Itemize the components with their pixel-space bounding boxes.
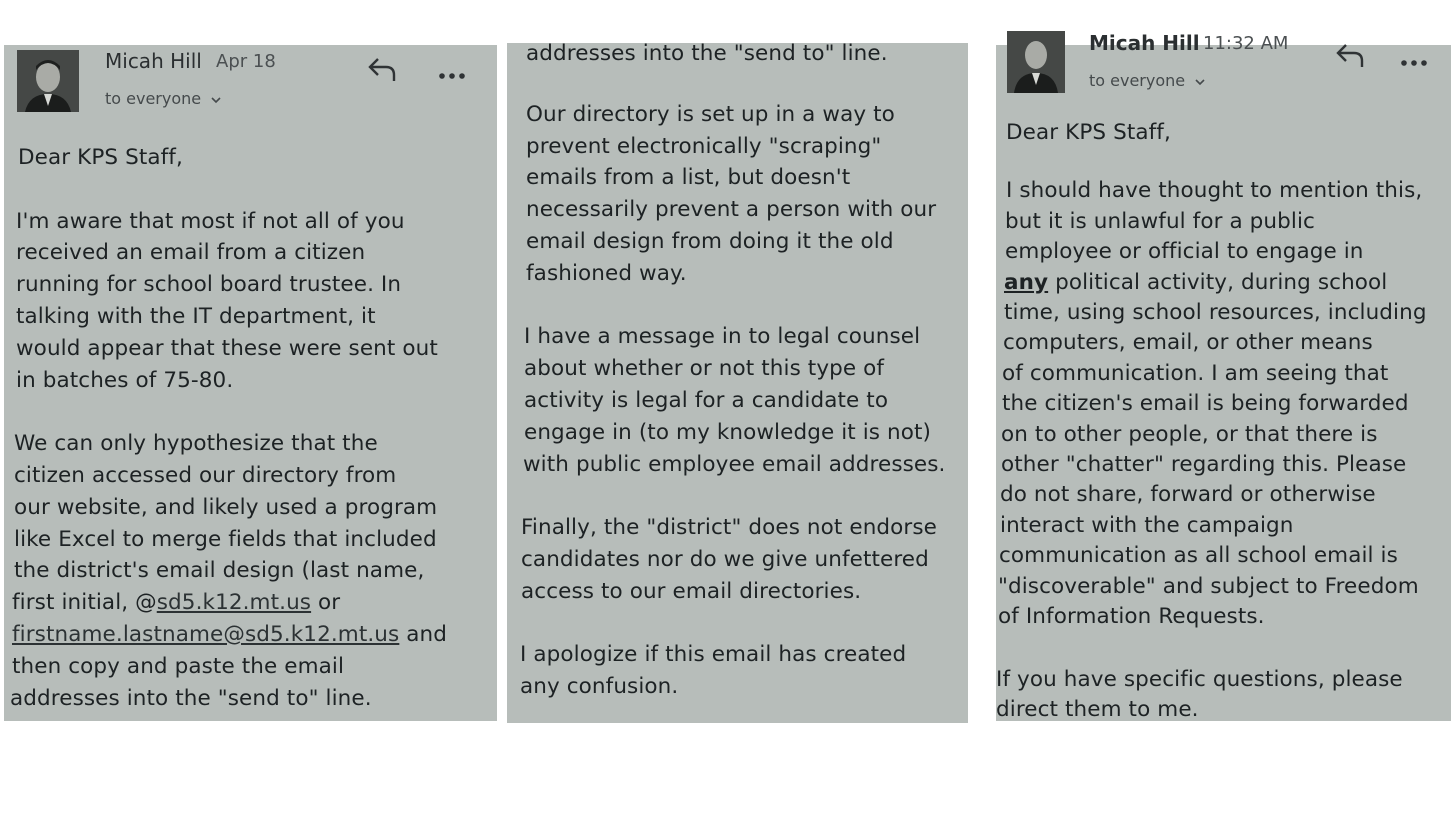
body-line: but it is unlawful for a public xyxy=(1005,208,1315,234)
body-line: Finally, the "district" does not endorse xyxy=(521,515,937,541)
chevron-down-icon xyxy=(1190,71,1206,90)
emphasized-word: any xyxy=(1004,269,1049,295)
body-line: about whether or not this type of xyxy=(524,356,885,382)
sent-date: Apr 18 xyxy=(216,51,276,72)
avatar[interactable] xyxy=(17,50,79,112)
email-screenshot-panel-3 xyxy=(996,31,1451,722)
body-line: I should have thought to mention this, xyxy=(1006,178,1423,204)
body-line: talking with the IT department, it xyxy=(16,303,376,329)
body-line: fashioned way. xyxy=(526,260,687,286)
body-line: addresses into the "send to" line. xyxy=(10,685,372,711)
body-line: necessarily prevent a person with our xyxy=(526,197,937,223)
body-line: engage in (to my knowledge it is not) xyxy=(524,419,932,445)
body-line: addresses into the "send to" line. xyxy=(526,41,888,66)
body-line: with public employee email addresses. xyxy=(523,451,946,477)
body-line: of Information Requests. xyxy=(998,604,1265,630)
body-line: received an email from a citizen xyxy=(16,240,366,266)
body-line: access to our email directories. xyxy=(521,578,862,604)
body-line: the citizen's email is being forwarded xyxy=(1002,391,1409,417)
body-line: I have a message in to legal counsel xyxy=(524,324,921,350)
more-options-icon[interactable] xyxy=(1400,52,1430,71)
email-body xyxy=(520,38,966,703)
body-line: emails from a list, but doesn't xyxy=(526,165,851,191)
reply-icon[interactable] xyxy=(366,55,398,87)
body-line: interact with the campaign xyxy=(1000,512,1294,538)
body-line: our website, and likely used a program xyxy=(14,494,438,520)
body-line xyxy=(12,619,496,651)
domain-link[interactable]: sd5.k12.mt.us xyxy=(156,590,312,616)
email-body xyxy=(10,142,496,714)
recipients-label: to everyone xyxy=(1089,71,1186,90)
greeting: Dear KPS Staff, xyxy=(1006,120,1171,145)
body-line: the district's email design (last name, xyxy=(14,558,425,584)
body-line: running for school board trustee. In xyxy=(16,272,402,298)
body-line: like Excel to merge fields that included xyxy=(14,526,437,552)
body-line: employee or official to engage in xyxy=(1005,239,1364,265)
chevron-down-icon xyxy=(206,89,222,108)
body-line: direct them to me. xyxy=(996,696,1199,722)
recipients-label: to everyone xyxy=(105,89,202,108)
body-line: communication as all school email is xyxy=(999,543,1398,569)
sender-name[interactable]: Micah Hill xyxy=(105,49,202,73)
body-text-fragment: and xyxy=(399,621,448,647)
body-line: citizen accessed our directory from xyxy=(14,462,397,488)
sent-time: 11:32 AM xyxy=(1203,33,1289,54)
body-line: would appear that these were sent out xyxy=(16,335,438,361)
body-text-fragment: first initial, @ xyxy=(12,590,157,616)
body-line: on to other people, or that there is xyxy=(1001,421,1378,447)
greeting: Dear KPS Staff, xyxy=(18,145,183,170)
recipients-toggle[interactable] xyxy=(1089,71,1206,90)
body-line: in batches of 75-80. xyxy=(16,367,234,393)
email-screenshot-panel-1 xyxy=(4,45,497,721)
body-line: I apologize if this email has created xyxy=(520,642,907,668)
body-line: of communication. I am seeing that xyxy=(1002,360,1389,386)
reply-icon[interactable] xyxy=(1334,45,1366,73)
body-line: We can only hypothesize that the xyxy=(14,431,378,457)
body-line: I'm aware that most if not all of you xyxy=(16,208,405,234)
body-line: then copy and paste the email xyxy=(12,653,345,679)
recipients-toggle[interactable] xyxy=(105,89,222,108)
email-body xyxy=(996,118,1451,725)
body-line: email design from doing it the old xyxy=(526,228,894,254)
body-line xyxy=(12,587,496,619)
body-line: "discoverable" and subject to Freedom xyxy=(998,573,1419,599)
body-line: computers, email, or other means xyxy=(1003,330,1373,356)
email-screenshot-panel-2 xyxy=(507,43,968,723)
more-options-icon[interactable] xyxy=(438,65,468,84)
body-line xyxy=(1004,268,1451,298)
sender-name[interactable]: Micah Hill xyxy=(1089,31,1200,55)
body-line: If you have specific questions, please xyxy=(996,666,1403,692)
email-address-link[interactable]: firstname.lastname@sd5.k12.mt.us xyxy=(12,621,400,647)
body-line: do not share, forward or otherwise xyxy=(1000,482,1376,508)
body-line: activity is legal for a candidate to xyxy=(524,387,889,413)
body-text-fragment: political activity, during school xyxy=(1048,269,1388,295)
body-line: prevent electronically "scraping" xyxy=(526,133,882,159)
body-line: other "chatter" regarding this. Please xyxy=(1001,452,1407,478)
body-line: Our directory is set up in a way to xyxy=(526,101,895,127)
body-text-fragment: or xyxy=(311,590,341,616)
avatar[interactable] xyxy=(1007,31,1065,93)
body-line: time, using school resources, including xyxy=(1004,300,1427,326)
body-line: any confusion. xyxy=(520,674,679,700)
body-line: candidates nor do we give unfettered xyxy=(521,546,929,572)
